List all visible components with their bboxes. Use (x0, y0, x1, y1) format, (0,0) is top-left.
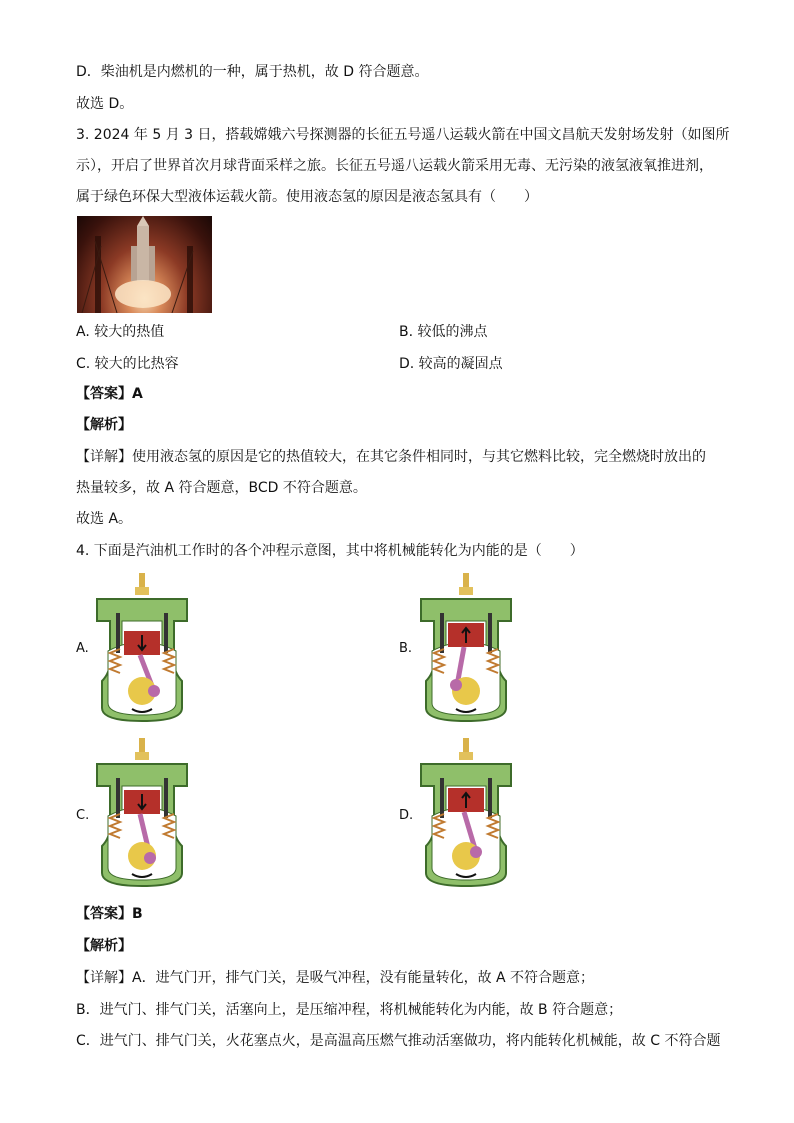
detail-text: B．进气门、排气门关，活塞向上，是压缩冲程，将机械能转化为内能，故 B 符合题意； (76, 1002, 623, 1018)
option-label-c: C. (76, 808, 90, 823)
text-line: 故选 A。 (76, 511, 133, 527)
detail-text: 热量较多，故 A 符合题意，BCD 不符合题意。 (76, 480, 367, 496)
option-c: C. 较大的比热容 (76, 356, 179, 372)
engine-diagram-a (92, 573, 192, 723)
question-3-stem: 示），开启了世界首次月球背面采样之旅。长征五号遥八运载火箭采用无毒、无污染的液氢液氧推进剂， (76, 158, 713, 174)
question-4-stem: 4. 下面是汽油机工作时的各个冲程示意图，其中将机械能转化为内能的是（ ） (76, 543, 584, 559)
option-label-b: B. (399, 641, 413, 656)
answer-label: 【答案】B (76, 906, 143, 922)
rocket-launch-photo (77, 216, 212, 313)
question-3-stem: 属于绿色环保大型液体运载火箭。使用液态氢的原因是液态氢具有（ ） (76, 189, 538, 205)
option-d: D. 较高的凝固点 (399, 356, 503, 372)
option-label-d: D. (399, 808, 414, 823)
engine-diagram-d (416, 738, 516, 888)
answer-label: 【答案】A (76, 386, 143, 402)
detail-text: 【详解】A．进气门开，排气门关，是吸气冲程，没有能量转化，故 A 不符合题意； (76, 970, 595, 986)
detail-text: C．进气门、排气门关，火花塞点火，是高温高压燃气推动活塞做功，将内能转化机械能，故 C 不符合题 (76, 1033, 721, 1049)
engine-diagram-c (92, 738, 192, 888)
option-b: B. 较低的沸点 (399, 324, 488, 340)
option-a: A. 较大的热值 (76, 324, 165, 340)
detail-text: 【详解】使用液态氢的原因是它的热值较大，在其它条件相同时，与其它燃料比较，完全燃烧时放出的 (76, 449, 706, 465)
option-label-a: A. (76, 641, 89, 656)
question-3-stem: 3. 2024 年 5 月 3 日，搭载嫦娥六号探测器的长征五号遥八运载火箭在中国文昌航天发射场发射（如图所 (76, 127, 730, 143)
analysis-label: 【解析】 (76, 417, 132, 433)
analysis-label: 【解析】 (76, 938, 132, 954)
text-line: 故选 D。 (76, 96, 134, 112)
text-line: D．柴油机是内燃机的一种，属于热机，故 D 符合题意。 (76, 64, 429, 80)
engine-diagram-b (416, 573, 516, 723)
